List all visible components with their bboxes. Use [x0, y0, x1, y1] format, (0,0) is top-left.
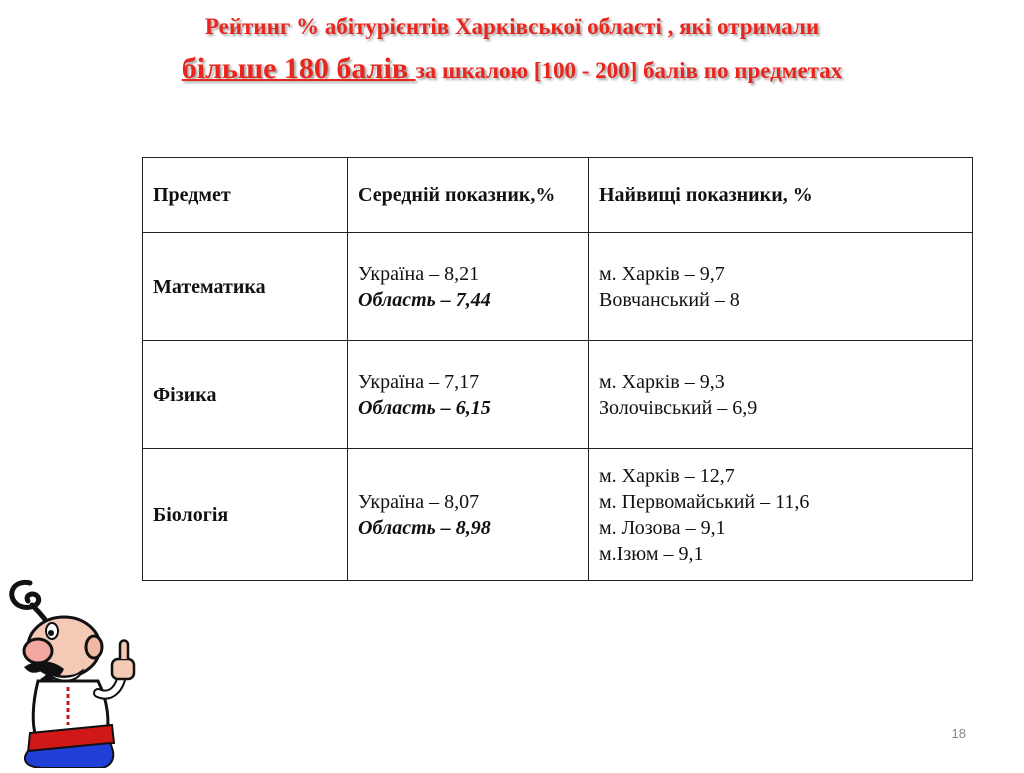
table-row: [143, 449, 973, 581]
region-average: Область – 6,15: [358, 396, 491, 419]
slide-title-line1: Рейтинг % абітурієнтів Харківської області , які отримали: [204, 14, 820, 39]
results-table-container: [142, 157, 973, 581]
top-item: м.Ізюм – 9,1: [599, 542, 704, 565]
top-item: м. Лозова – 9,1: [599, 516, 726, 539]
header-top: Найвищі показники, %: [589, 158, 973, 233]
top-cell: [589, 233, 973, 341]
ukraine-average: Україна – 8,21: [358, 262, 480, 285]
header-subject: Предмет: [143, 158, 348, 233]
page-number: 18: [951, 726, 966, 741]
average-cell: [348, 449, 589, 581]
top-item: м. Харків – 12,7: [599, 464, 735, 487]
ukraine-average: Україна – 8,07: [358, 490, 480, 513]
top-item: Вовчанський – 8: [599, 288, 740, 311]
table-header-row: [143, 158, 973, 233]
table-row: [143, 341, 973, 449]
top-item: м. Харків – 9,3: [599, 370, 725, 393]
top-item: м. Первомайський – 11,6: [599, 490, 810, 513]
top-cell: [589, 341, 973, 449]
subject-cell: Біологія: [143, 449, 348, 581]
region-average: Область – 7,44: [358, 288, 491, 311]
average-cell: [348, 341, 589, 449]
table-row: [143, 233, 973, 341]
results-table: [142, 157, 973, 581]
top-item: Золочівський – 6,9: [599, 396, 758, 419]
region-average: Область – 8,98: [358, 516, 491, 539]
subject-cell: Математика: [143, 233, 348, 341]
top-item: м. Харків – 9,7: [599, 262, 725, 285]
cossack-thumbs-up-icon: [2, 575, 142, 773]
slide-title-rest: за шкалою [100 - 200] балів по предметах: [415, 58, 843, 83]
top-cell: [589, 449, 973, 581]
slide-title-emphasis: більше 180 балів: [181, 52, 416, 85]
subject-cell: Фізика: [143, 341, 348, 449]
ukraine-average: Україна – 7,17: [358, 370, 480, 393]
slide-title-line2: [0, 52, 1024, 86]
header-average: Середній показник,%: [348, 158, 589, 233]
average-cell: [348, 233, 589, 341]
